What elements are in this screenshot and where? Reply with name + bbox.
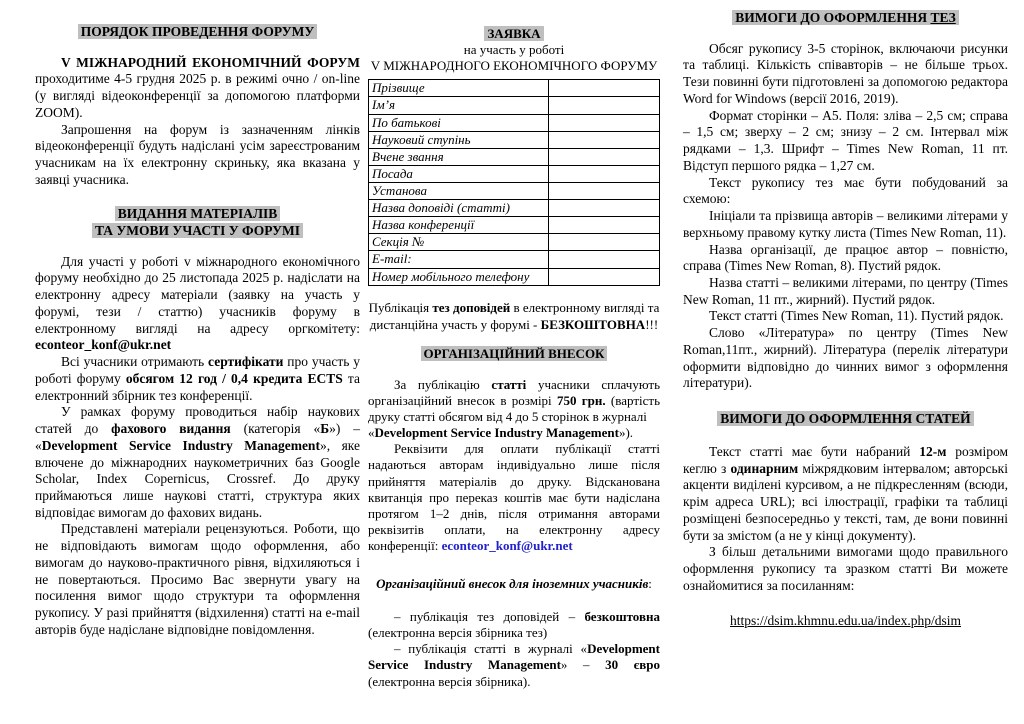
section-header-theses-requirements-text: ВИМОГИ ДО ОФОРМЛЕННЯ ТЕЗ: [732, 10, 959, 25]
section-header-organizational-fee-text: ОРГАНІЗАЦІЙНИЙ ВНЕСОК: [421, 346, 608, 361]
form-value-surname: [549, 80, 660, 97]
section-header-theses-requirements: [683, 10, 1008, 27]
form-label-surname: Прізвище: [369, 80, 549, 97]
paragraph-review-policy: Представлені матеріали рецензуються. Роботи, що не відповідають вимогам щодо оформлення, або вимогам до науково-практичного рівня, відхиляються і не повертаються. Просимо Вас звернути увагу на посилення вимог щодо структури та оформлення рукопису. У разі прийняття (відхилення) статті на e-mail авторів буде надіслане відповідне повідомлення.: [35, 521, 360, 637]
paragraph-theses-scheme: Текст рукопису тез має бути побудований за схемою:: [683, 174, 1008, 207]
paragraph-article-typography: Текст статті має бути набраний 12-м розміром кеглю з одинарним міжрядковим інтервалом; авторські акценти виділені курсивом, а не підкресленням (всюди, крім адреса URL); всі ілюстрації, графіки та таблиці розміщені безпосередньо у тексті, там, де вони повинні бути за змістом (а не у кінці документу).: [683, 443, 1008, 543]
paragraph-payment-details[interactable]: Реквізити для оплати публікації статті надаються авторам індивідуально лише після прийняття матеріалів до друку. Відсканована квитанція про переказ коштів має бути надіслана протягом 1–2 днів, після отримання авторами реквізитів оплати, на електронну адресу конференції: econteor_konf@ukr.net: [368, 441, 660, 553]
paragraph-forum-dates: V МІЖНАРОДНИЙ ЕКОНОМІЧНИЙ ФОРУМ проходитиме 4-5 грудня 2025 р. в режимі очно / on-line (у вигляді відеоконференції за допомогою платформи ZOOM).: [35, 54, 360, 120]
application-form-table: [368, 79, 660, 285]
paragraph-page-format: Формат сторінки – А5. Поля: зліва – 2,5 см; справа – 1,5 см; зверху – 2 см; знизу – 2 см. Інтервал між рядками – 1,3. Шрифт – Times New Roman, 11 пт. Відступ першого рядка – 1,27 см.: [683, 107, 1008, 173]
paragraph-certificates: Всі учасники отримають сертифікати про участь у роботі форуму обсягом 12 год / 0,4 кредита ECTS та електронний збірник тез конференції.: [35, 354, 360, 403]
form-label-phone: Номер мобільного телефону: [369, 268, 549, 285]
section-header-materials-line2: ТА УМОВИ УЧАСТІ У ФОРУМІ: [92, 223, 303, 238]
section-header-materials-terms: [35, 205, 360, 240]
paragraph-fee-amount: За публікацію статті учасники сплачують організаційний внесок в розмірі 750 грн. (вартість друку статті обсягом від 4 до 5 сторінок в журналі «Development Service Industry Management»).: [368, 376, 660, 441]
form-row-degree: [369, 131, 660, 148]
section-header-materials-line1: ВИДАННЯ МАТЕРІАЛІВ: [115, 206, 281, 221]
form-label-report-title: Назва доповіді (статті): [369, 200, 549, 217]
form-row-phone: [369, 268, 660, 285]
paragraph-literature-format: Слово «Література» по центру (Times New Roman,11пт., жирний). Література (перелік літератури оформити відповідно до чинних вимог з оформлення літератури).: [683, 325, 1008, 391]
column-requirements: [683, 0, 1008, 724]
form-label-patronymic: По батькові: [369, 114, 549, 131]
paragraph-article-title-format: Назва статті – великими літерами, по центру (Times New Roman, 11 пт., жирний). Пустий рядок.: [683, 275, 1008, 307]
section-header-organizational-fee: [368, 346, 660, 362]
form-row-conference-name: [369, 217, 660, 234]
form-label-email: E-mail:: [369, 251, 549, 268]
form-row-surname: [369, 80, 660, 97]
section-header-articles-requirements-text: ВИМОГИ ДО ОФОРМЛЕННЯ СТАТЕЙ: [717, 411, 973, 426]
paragraph-organization-name: Назва організації, де працює автор – повністю, справа (Times New Roman, 8). Пустий рядок.: [683, 241, 1008, 274]
form-row-email: [369, 251, 660, 268]
form-row-institution: [369, 182, 660, 199]
form-row-position: [369, 165, 660, 182]
paragraph-participation-requirements: Для участі у роботі v міжнародного економічного форуму необхідно до 25 листопада 2025 р. надіслати на електронну адресу матеріали (заявку на участь у форумі, тези / статтю) учасників форуму в електронному вигляді на адресу оргкомітету: econteor_konf@ukr.net: [35, 253, 360, 353]
paragraph-foreign-fee-heading: Організаційний внесок для іноземних учасників:: [376, 576, 652, 592]
form-value-firstname: [549, 97, 660, 114]
section-header-forum-procedure: [35, 24, 360, 41]
form-value-degree: [549, 131, 660, 148]
form-label-position: Посада: [369, 165, 549, 182]
application-subtitle-line1: на участь у роботі: [463, 42, 565, 58]
section-header-application-text: ЗАЯВКА: [484, 26, 543, 41]
form-value-email: [549, 251, 660, 268]
form-label-academic-title: Вчене звання: [369, 148, 549, 165]
column-application: [368, 0, 660, 724]
form-value-section-number: [549, 234, 660, 251]
form-value-patronymic: [549, 114, 660, 131]
section-header-articles-requirements: [683, 411, 1008, 428]
section-header-forum-procedure-text: ПОРЯДОК ПРОВЕДЕННЯ ФОРУМУ: [78, 24, 318, 39]
form-label-section-number: Секція №: [369, 234, 549, 251]
paragraph-article-text-format: Текст статті (Times New Roman, 11). Пустий рядок.: [709, 308, 1004, 324]
form-value-academic-title: [549, 148, 660, 165]
paragraph-journal-recruitment: У рамках форуму проводиться набір наукових статей до фахового видання (категорія «Б») – «Development Service Industry Management», яке влючене до міжнародних наукометричних баз Google Scholar, Index Copernicus, Crossref. До друку приймаються лише наукові статті, структура яких відповідає вимогам до фахових видань.: [35, 404, 361, 520]
paragraph-invitations: Запрошення на форум із зазначенням лінків відеоконференції будуть надіслані усім зареєстрованим учасникам на їх електронну скриньку, яка вказана у заявці учасника.: [35, 121, 360, 187]
journal-link-anchor[interactable]: https://dsim.khmnu.edu.ua/index.php/dsim: [730, 612, 961, 628]
column-forum-procedure: [35, 0, 360, 724]
paragraph-foreign-theses: – публікація тез доповідей – безкоштовна (електронна версія збірника тез): [368, 609, 660, 641]
form-value-position: [549, 165, 660, 182]
application-subtitle-line2: V МІЖНАРОДНОГО ЕКОНОМІЧНОГО ФОРУМУ: [370, 58, 658, 74]
section-header-application: [368, 26, 660, 42]
form-value-phone: [549, 268, 660, 285]
form-label-degree: Науковий ступінь: [369, 131, 549, 148]
form-row-report-title: [369, 200, 660, 217]
paragraph-theses-volume: Обсяг рукопису 3-5 сторінок, включаючи рисунки та таблиці. Кількість співавторів – не більше трьох. Тези повинні бути підготовлені за допомогою редактора Word for Windows (версії 2016, 2019).: [683, 40, 1008, 106]
form-row-section-number: [369, 234, 660, 251]
form-value-institution: [549, 182, 660, 199]
paragraph-authors-initials: Ініціали та прізвища авторів – великими літерами у верхньому правому кутку листа (Times New Roman, 11).: [683, 208, 1008, 240]
form-label-conference-name: Назва конференції: [369, 217, 549, 234]
paragraph-detailed-requirements: З більш детальними вимогами щодо правильного оформлення рукопису та зразком статті Ви можете ознайомитися за посиланням:: [683, 544, 1008, 593]
paragraph-free-participation: Публікація тез доповідей в електронному вигляді та дистанційна участь у форумі - БЕЗКОШТОВНА!!!: [368, 299, 660, 333]
form-value-report-title: [549, 200, 660, 217]
paragraph-foreign-article: – публікація статті в журналі «Development Service Industry Management» – 30 євро (електронна версія збірника).: [368, 641, 661, 689]
form-label-institution: Установа: [369, 182, 549, 199]
form-row-patronymic: [369, 114, 660, 131]
form-row-academic-title: [369, 148, 660, 165]
form-value-conference-name: [549, 217, 660, 234]
form-row-firstname: [369, 97, 660, 114]
journal-link[interactable]: [683, 613, 1008, 630]
form-label-firstname: Ім’я: [369, 97, 549, 114]
